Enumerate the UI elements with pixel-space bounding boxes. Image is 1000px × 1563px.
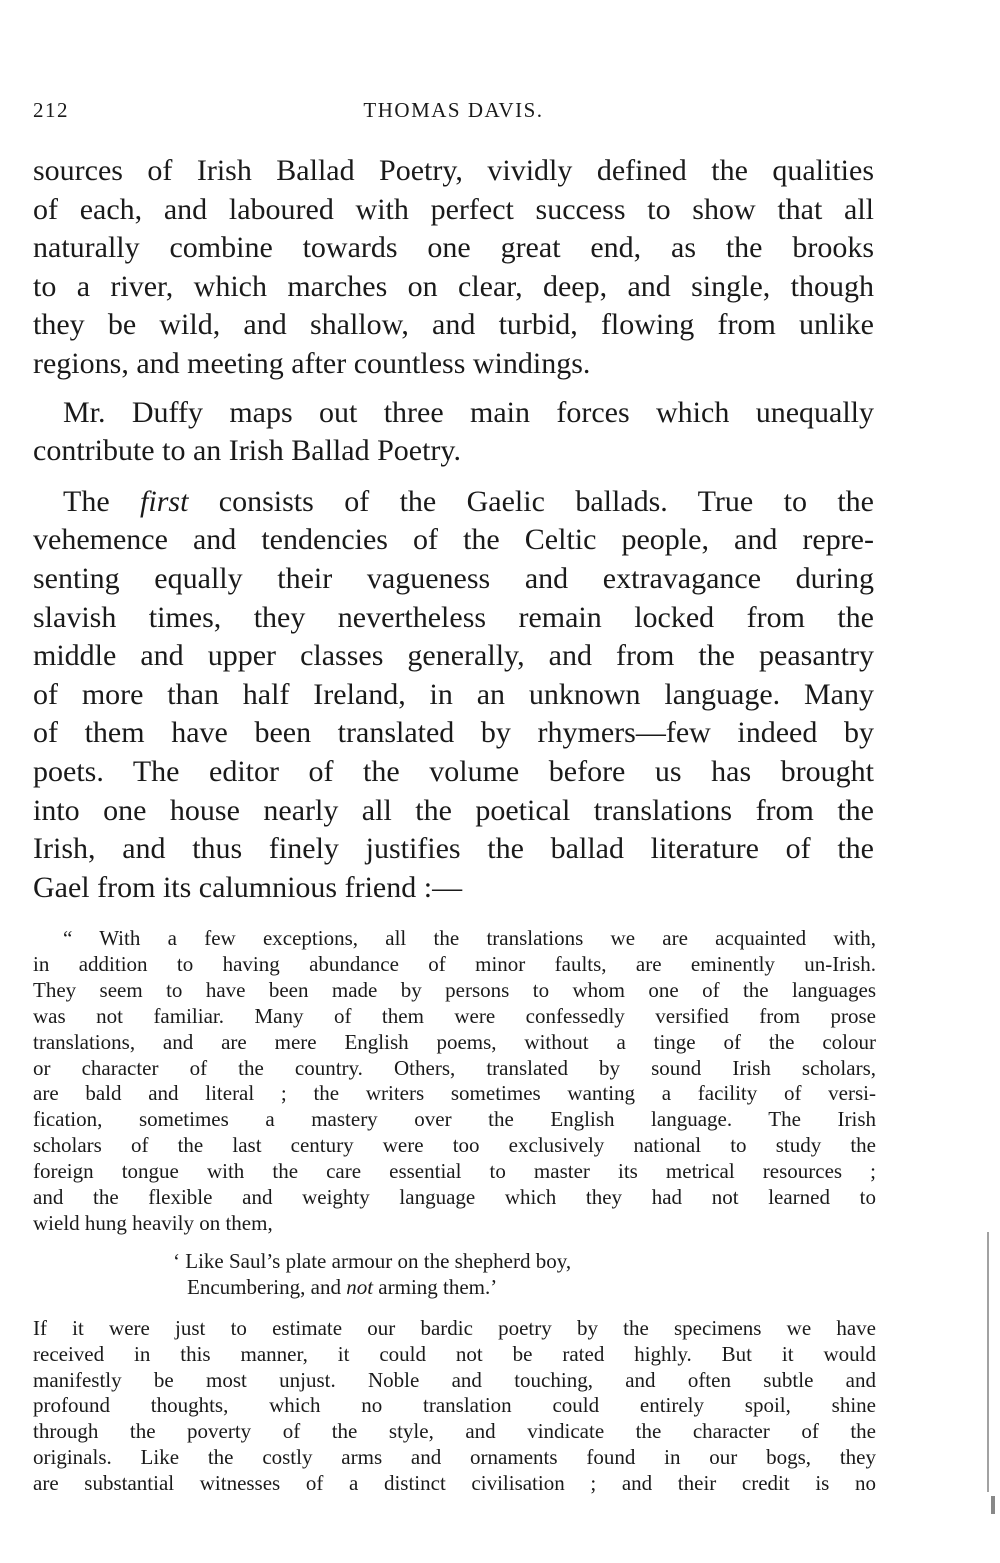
quote-line: and the flexible and weighty language which they had not learned to [33,1185,876,1210]
quote-line: are bald and literal ; the writers sometimes wanting a facility of versi- [33,1081,876,1106]
text-line: Irish, and thus finely justifies the ballad literature of the [33,832,874,866]
emphasis-not: not [346,1274,374,1299]
text-line: of each, and laboured with perfect success to show that all [33,192,874,226]
scan-margin-mark [991,1496,995,1514]
scan-margin-mark [987,1232,989,1492]
quote-line: are substantial witnesses of a distinct civilisation ; and their credit is no [33,1471,876,1496]
verse-line-2 [173,1275,876,1301]
text-line: vehemence and tendencies of the Celtic people, and repre- [33,523,874,557]
verse-quotation [33,1249,876,1301]
text-line [33,483,874,522]
quote-line: fication, sometimes a mastery over the English language. The Irish [33,1107,876,1132]
running-head [33,98,874,134]
quote-line: was not familiar. Many of them were confessedly versified from prose [33,1003,876,1028]
text-run: Encumbering, and [187,1274,347,1299]
quote-line: translations, and are mere English poems, without a tinge of the colour [33,1029,876,1054]
text-line: contribute to an Irish Ballad Poetry. [33,434,461,468]
text-line: poets. The editor of the volume before us has brought [33,754,874,788]
text-run: consists of the Gaelic ballads. True to the [188,484,874,518]
text-line: of them have been translated by rhymers—few indeed by [33,716,874,750]
page-number: 212 [33,98,69,122]
text-line: to a river, which marches on clear, deep, and single, though [33,269,874,303]
quote-line: If it were just to estimate our bardic poetry by the specimens we have [33,1315,876,1340]
quote-line: profound thoughts, which no translation could entirely spoil, shine [33,1393,876,1418]
block-quotation [33,926,876,1497]
text-line: sources of Irish Ballad Poetry, vividly defined the qualities [33,154,874,187]
text-line: of more than half Ireland, in an unknown language. Many [33,677,874,711]
quote-line: scholars of the last century were too exclusively national to study the [33,1133,876,1158]
text-line: Mr. Duffy maps out three main forces which unequally [63,395,874,429]
quote-line: in addition to having abundance of minor faults, are eminently un-Irish. [33,951,876,976]
quote-paragraph-2 [33,1316,876,1497]
text-line: middle and upper classes generally, and from the peasantry [33,639,874,673]
text-line: into one house nearly all the poetical translations from the [33,793,874,827]
quote-line: foreign tongue with the care essential to master its metrical resources ; [33,1159,876,1184]
main-text [33,152,874,907]
text-line: naturally combine towards one great end, as the brooks [33,231,874,265]
emphasis-first: first [140,484,189,518]
paragraph-2 [33,394,874,471]
text-line: they be wild, and shallow, and turbid, flowing from unlike [33,308,874,342]
running-title: THOMAS DAVIS. [363,98,544,122]
text-line: regions, and meeting after countless windings. [33,346,591,380]
quote-line: originals. Like the costly arms and ornaments found in our bogs, they [33,1445,876,1470]
paragraph-1 [33,152,874,384]
quote-line: received in this manner, it could not be rated highly. But it would [33,1341,876,1366]
paragraph-3 [33,483,874,908]
quote-line: manifestly be most unjust. Noble and touching, and often subtle and [33,1367,876,1392]
quote-line: wield hung heavily on them, [33,1210,273,1235]
verse-line-1: ‘ Like Saul’s plate armour on the shepherd boy, [173,1248,572,1273]
text-run: arming them.’ [373,1274,498,1299]
quote-line: through the poverty of the style, and vindicate the character of the [33,1419,876,1444]
quote-line: “ With a few exceptions, all the translations we are acquainted with, [63,926,876,950]
text-line: senting equally their vagueness and extravagance during [33,561,874,595]
quote-line: They seem to have been made by persons to whom one of the languages [33,977,876,1002]
quote-paragraph-1 [33,926,876,1237]
text-line: Gael from its calumnious friend :— [33,870,463,904]
quote-line: or character of the country. Others, translated by sound Irish scholars, [33,1055,876,1080]
text-line: slavish times, they nevertheless remain locked from the [33,600,874,634]
text-run: The [63,484,141,518]
